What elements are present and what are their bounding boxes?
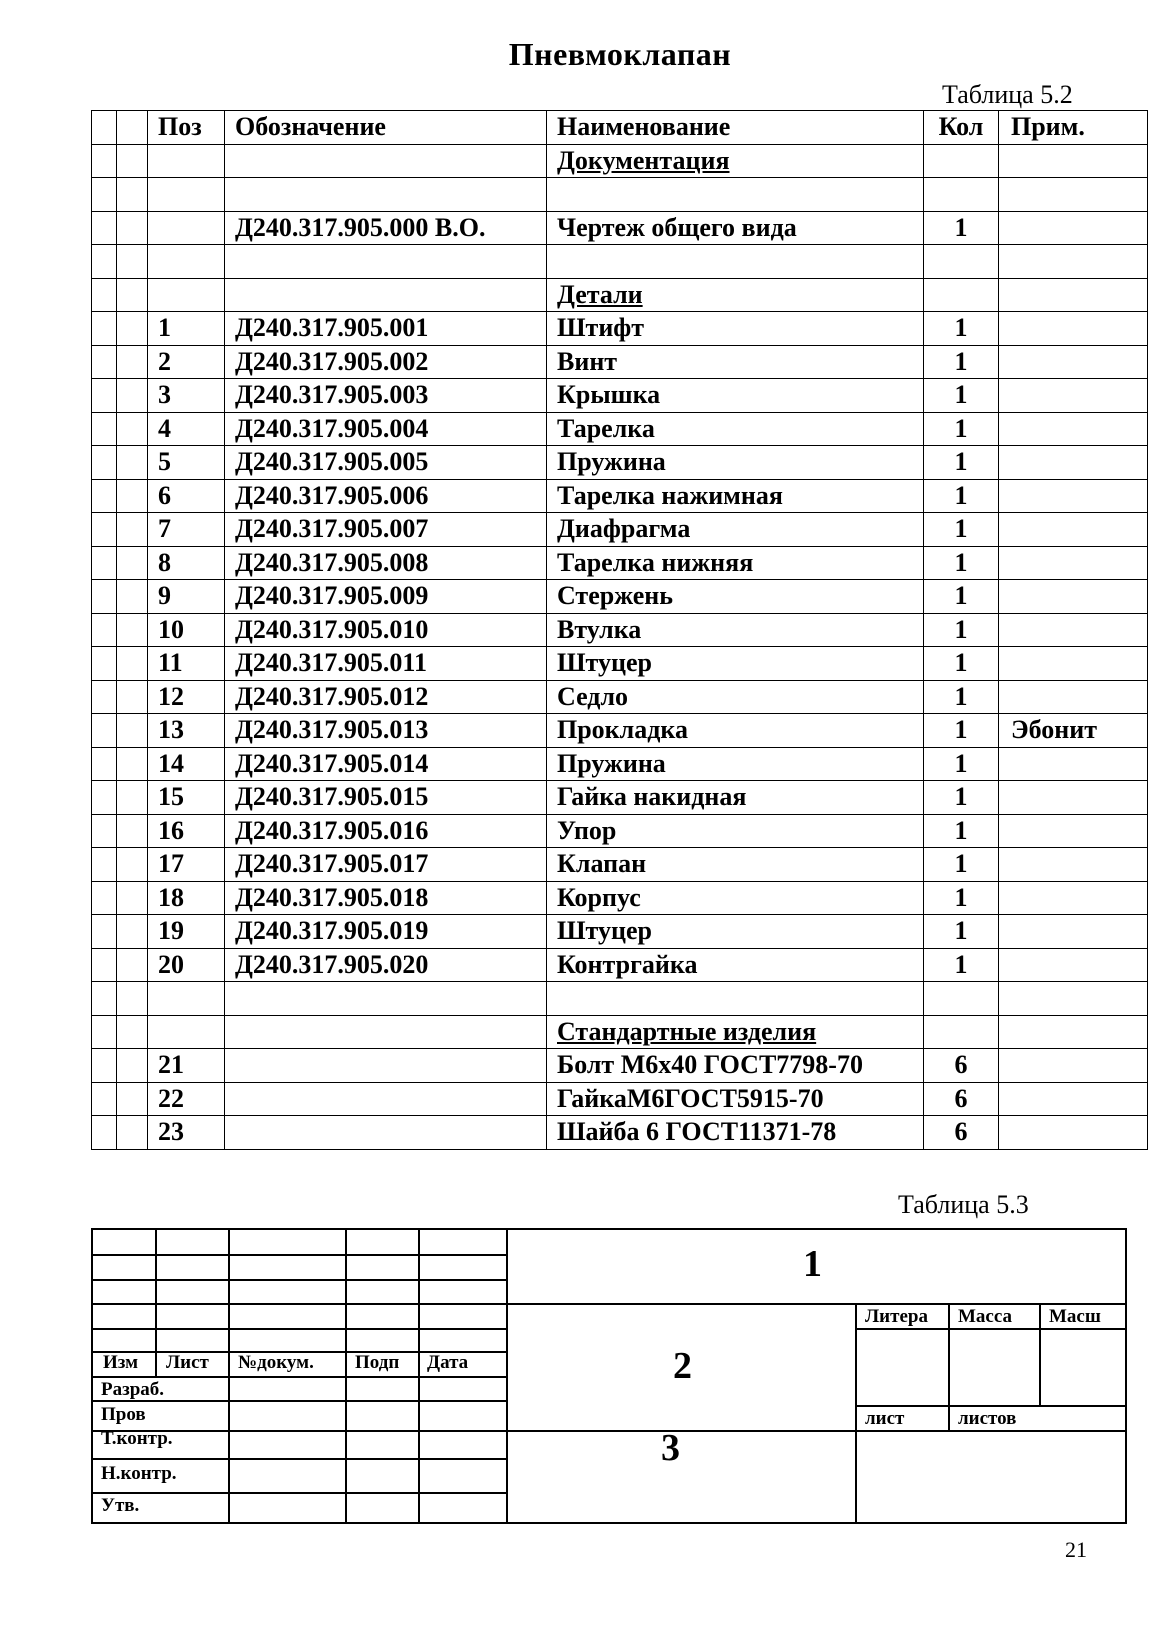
cell-pos: 21 [148,1049,225,1083]
cell-designation [225,1082,547,1116]
cell-name: Стандартные изделия [547,1015,924,1049]
label-prov: Пров [101,1404,146,1425]
cell-designation: Д240.317.905.008 [225,546,547,580]
cell-note [999,345,1148,379]
cell-designation: Д240.317.905.017 [225,848,547,882]
blank-cell [117,982,148,1016]
table-row [92,278,1148,312]
blank-cell [92,680,117,714]
cell-designation: Д240.317.905.011 [225,647,547,681]
blank-cell [92,1082,117,1116]
cell-note [999,446,1148,480]
table-row [92,312,1148,346]
blank-cell [117,312,148,346]
cell-name: Штифт [547,312,924,346]
cell-name: Болт М6х40 ГОСТ7798-70 [547,1049,924,1083]
blank-cell [92,278,117,312]
blank-cell [92,613,117,647]
cell-pos: 10 [148,613,225,647]
table-row [92,211,1148,245]
cell-pos: 16 [148,814,225,848]
grid-line [855,1405,1127,1407]
blank-cell [117,178,148,212]
blank-cell [117,881,148,915]
table-row [92,714,1148,748]
cell-qty: 1 [924,948,999,982]
cell-qty: 1 [924,647,999,681]
label-litera: Литера [865,1306,928,1327]
blank-cell [92,479,117,513]
specification-table [91,110,1148,1150]
cell-pos: 11 [148,647,225,681]
blank-cell [92,345,117,379]
cell-pos: 9 [148,580,225,614]
page-number: 21 [1065,1537,1087,1562]
cell-pos: 7 [148,513,225,547]
label-massa: Масса [958,1306,1013,1327]
blank-cell [117,580,148,614]
blank-cell [117,1049,148,1083]
cell-note [999,613,1148,647]
cell-note [999,245,1148,279]
cell-designation: Д240.317.905.015 [225,781,547,815]
blank-cell [117,479,148,513]
cell-qty [924,982,999,1016]
blank-cell [92,781,117,815]
blank-cell [92,379,117,413]
cell-note [999,680,1148,714]
grid-line [855,1328,1127,1330]
cell-designation: Д240.317.905.009 [225,580,547,614]
cell-name: Документация [547,144,924,178]
cell-qty: 1 [924,881,999,915]
cell-pos: 4 [148,412,225,446]
cell-qty: 1 [924,412,999,446]
cell-designation [225,1049,547,1083]
blank-cell [117,245,148,279]
blank-cell [117,814,148,848]
blank-cell [92,312,117,346]
blank-cell [117,446,148,480]
cell-qty: 1 [924,613,999,647]
blank-cell [92,1116,117,1150]
blank-cell [92,1015,117,1049]
cell-qty: 1 [924,211,999,245]
cell-pos [148,211,225,245]
blank-cell [117,915,148,949]
cell-pos [148,278,225,312]
blank-cell [117,1082,148,1116]
cell-name: Винт [547,345,924,379]
blank-cell [117,513,148,547]
cell-note [999,1082,1148,1116]
cell-name: Корпус [547,881,924,915]
table-row [92,848,1148,882]
cell-designation: Д240.317.905.004 [225,412,547,446]
blank-cell [92,178,117,212]
blank-cell [117,747,148,781]
cell-designation: Д240.317.905.000 В.О. [225,211,547,245]
blank-cell [92,245,117,279]
cell-qty: 6 [924,1082,999,1116]
blank-cell [92,814,117,848]
cell-pos: 17 [148,848,225,882]
cell-qty: 6 [924,1116,999,1150]
grid-line [855,1430,1127,1432]
cell-note [999,747,1148,781]
cell-note [999,412,1148,446]
cell-qty: 1 [924,379,999,413]
table-row [92,1082,1148,1116]
blank-cell [117,647,148,681]
cell-designation: Д240.317.905.014 [225,747,547,781]
table-row [92,814,1148,848]
table-row [92,1049,1148,1083]
cell-qty: 6 [924,1049,999,1083]
cell-qty: 1 [924,680,999,714]
cell-designation [225,144,547,178]
cell-designation: Д240.317.905.003 [225,379,547,413]
cell-qty [924,144,999,178]
blank-cell [117,345,148,379]
blank-cell [117,211,148,245]
cell-pos: 12 [148,680,225,714]
cell-designation [225,245,547,279]
blank-cell [92,948,117,982]
grid-line [506,1303,1127,1305]
cell-qty: 1 [924,479,999,513]
cell-qty [924,1015,999,1049]
label-razrab: Разраб. [101,1379,165,1400]
blank-cell [92,647,117,681]
col-ndokum: №докум. [238,1352,314,1373]
grid-line [93,1492,506,1494]
cell-designation: Д240.317.905.007 [225,513,547,547]
cell-designation [225,1116,547,1150]
cell-name: Клапан [547,848,924,882]
cell-qty: 1 [924,915,999,949]
cell-pos: 2 [148,345,225,379]
table-row [92,915,1148,949]
table-row [92,680,1148,714]
grid-line [93,1279,506,1281]
header-name: Наименование [547,111,924,145]
cell-name: Тарелка нажимная [547,479,924,513]
cell-note [999,1116,1148,1150]
blank-cell [117,680,148,714]
blank-cell [92,1049,117,1083]
cell-pos: 20 [148,948,225,982]
table-row [92,1116,1148,1150]
cell-pos: 22 [148,1082,225,1116]
cell-pos: 14 [148,747,225,781]
table-row [92,546,1148,580]
field-2: 2 [673,1345,692,1387]
header-blank-cell [92,111,117,145]
cell-designation: Д240.317.905.005 [225,446,547,480]
cell-pos [148,178,225,212]
blank-cell [117,613,148,647]
blank-cell [117,781,148,815]
header-pos: Поз [148,111,225,145]
cell-name: Тарелка [547,412,924,446]
cell-qty: 1 [924,848,999,882]
table-label-5-3: Таблица 5.3 [898,1190,1029,1219]
cell-designation: Д240.317.905.012 [225,680,547,714]
cell-pos: 1 [148,312,225,346]
cell-note [999,211,1148,245]
table-row [92,747,1148,781]
cell-name: Седло [547,680,924,714]
table-row [92,412,1148,446]
cell-note [999,848,1148,882]
blank-cell [92,412,117,446]
cell-pos: 19 [148,915,225,949]
cell-note [999,546,1148,580]
cell-name: ГайкаМ6ГОСТ5915-70 [547,1082,924,1116]
blank-cell [117,848,148,882]
table-row [92,479,1148,513]
blank-cell [92,580,117,614]
header-note: Прим. [999,111,1148,145]
blank-cell [92,714,117,748]
cell-name: Штуцер [547,915,924,949]
cell-note [999,948,1148,982]
table-header-row [92,111,1148,145]
cell-note [999,479,1148,513]
blank-cell [92,144,117,178]
cell-name: Крышка [547,379,924,413]
cell-qty: 1 [924,312,999,346]
header-blank-cell [117,111,148,145]
cell-pos: 8 [148,546,225,580]
cell-designation [225,1015,547,1049]
blank-cell [92,446,117,480]
cell-designation [225,278,547,312]
blank-cell [117,379,148,413]
table-row [92,1015,1148,1049]
cell-qty: 1 [924,446,999,480]
grid-line [93,1303,506,1305]
cell-note [999,580,1148,614]
table-label-5-2: Таблица 5.2 [942,80,1073,109]
label-nkontr: Н.контр. [101,1463,177,1484]
specification-table-body [92,111,1148,1150]
page-title: Пневмоклапан [508,36,732,72]
header-qty: Кол [924,111,999,145]
blank-cell [117,412,148,446]
cell-designation: Д240.317.905.019 [225,915,547,949]
blank-cell [117,278,148,312]
cell-name: Пружина [547,747,924,781]
cell-designation: Д240.317.905.013 [225,714,547,748]
cell-qty: 1 [924,580,999,614]
cell-pos [148,144,225,178]
blank-cell [92,546,117,580]
field-1: 1 [803,1243,822,1285]
cell-name: Тарелка нижняя [547,546,924,580]
blank-cell [92,881,117,915]
cell-qty: 1 [924,747,999,781]
blank-cell [117,546,148,580]
cell-pos [148,982,225,1016]
cell-note [999,915,1148,949]
cell-designation [225,178,547,212]
cell-pos: 23 [148,1116,225,1150]
table-row [92,144,1148,178]
blank-cell [117,1116,148,1150]
cell-note [999,781,1148,815]
table-row [92,948,1148,982]
cell-designation: Д240.317.905.016 [225,814,547,848]
cell-designation: Д240.317.905.002 [225,345,547,379]
table-row [92,513,1148,547]
blank-cell [92,848,117,882]
col-izm: Изм [103,1352,139,1373]
table-row [92,613,1148,647]
cell-qty: 1 [924,714,999,748]
cell-note [999,1015,1148,1049]
grid-line [506,1230,508,1524]
blank-cell [117,144,148,178]
cell-note [999,982,1148,1016]
cell-name [547,178,924,212]
cell-qty: 1 [924,345,999,379]
label-masshtab: Масш [1049,1306,1101,1327]
cell-name: Детали [547,278,924,312]
label-utv: Утв. [101,1495,140,1516]
blank-cell [92,211,117,245]
table-row [92,178,1148,212]
label-tkontr: Т.контр. [101,1428,173,1449]
cell-note [999,647,1148,681]
cell-name: Втулка [547,613,924,647]
cell-name: Прокладка [547,714,924,748]
table-row [92,580,1148,614]
blank-cell [92,747,117,781]
cell-pos: 6 [148,479,225,513]
table-row [92,245,1148,279]
cell-designation: Д240.317.905.006 [225,479,547,513]
cell-pos: 13 [148,714,225,748]
cell-designation: Д240.317.905.018 [225,881,547,915]
cell-qty: 1 [924,814,999,848]
cell-name: Упор [547,814,924,848]
cell-qty [924,278,999,312]
cell-note [999,178,1148,212]
table-row [92,345,1148,379]
blank-cell [92,982,117,1016]
cell-name: Шайба 6 ГОСТ11371-78 [547,1116,924,1150]
cell-qty: 1 [924,781,999,815]
table-row [92,379,1148,413]
cell-note [999,814,1148,848]
table-row [92,781,1148,815]
header-designation: Обозначение [225,111,547,145]
blank-cell [117,714,148,748]
cell-name: Чертеж общего вида [547,211,924,245]
col-data: Дата [427,1352,469,1373]
cell-pos: 5 [148,446,225,480]
blank-cell [117,948,148,982]
cell-name: Контргайка [547,948,924,982]
grid-line [93,1458,506,1460]
field-3: 3 [661,1427,680,1469]
cell-designation: Д240.317.905.020 [225,948,547,982]
cell-pos: 3 [148,379,225,413]
table-row [92,982,1148,1016]
grid-line [1039,1303,1041,1405]
grid-line [948,1303,950,1430]
table-row [92,647,1148,681]
cell-name [547,982,924,1016]
blank-cell [117,1015,148,1049]
cell-name: Пружина [547,446,924,480]
cell-note [999,513,1148,547]
cell-name: Стержень [547,580,924,614]
col-list: Лист [166,1352,209,1373]
cell-name: Штуцер [547,647,924,681]
label-list: лист [865,1408,905,1429]
col-podp: Подп [355,1352,400,1373]
cell-pos [148,1015,225,1049]
cell-designation [225,982,547,1016]
cell-qty [924,245,999,279]
cell-note [999,1049,1148,1083]
grid-line [93,1328,506,1330]
cell-pos [148,245,225,279]
label-listov: листов [958,1408,1017,1429]
cell-qty: 1 [924,513,999,547]
grid-line [93,1254,506,1256]
cell-note [999,278,1148,312]
blank-cell [92,915,117,949]
grid-line [93,1376,506,1378]
cell-name [547,245,924,279]
cell-designation: Д240.317.905.010 [225,613,547,647]
grid-line [855,1303,857,1524]
cell-name: Диафрагма [547,513,924,547]
cell-pos: 15 [148,781,225,815]
table-row [92,881,1148,915]
cell-pos: 18 [148,881,225,915]
cell-note [999,881,1148,915]
cell-note [999,379,1148,413]
grid-line [506,1430,855,1432]
blank-cell [92,513,117,547]
table-row [92,446,1148,480]
cell-note: Эбонит [999,714,1148,748]
cell-note [999,312,1148,346]
cell-name: Гайка накидная [547,781,924,815]
title-block [91,1228,1127,1524]
cell-note [999,144,1148,178]
cell-qty: 1 [924,546,999,580]
cell-qty [924,178,999,212]
cell-designation: Д240.317.905.001 [225,312,547,346]
